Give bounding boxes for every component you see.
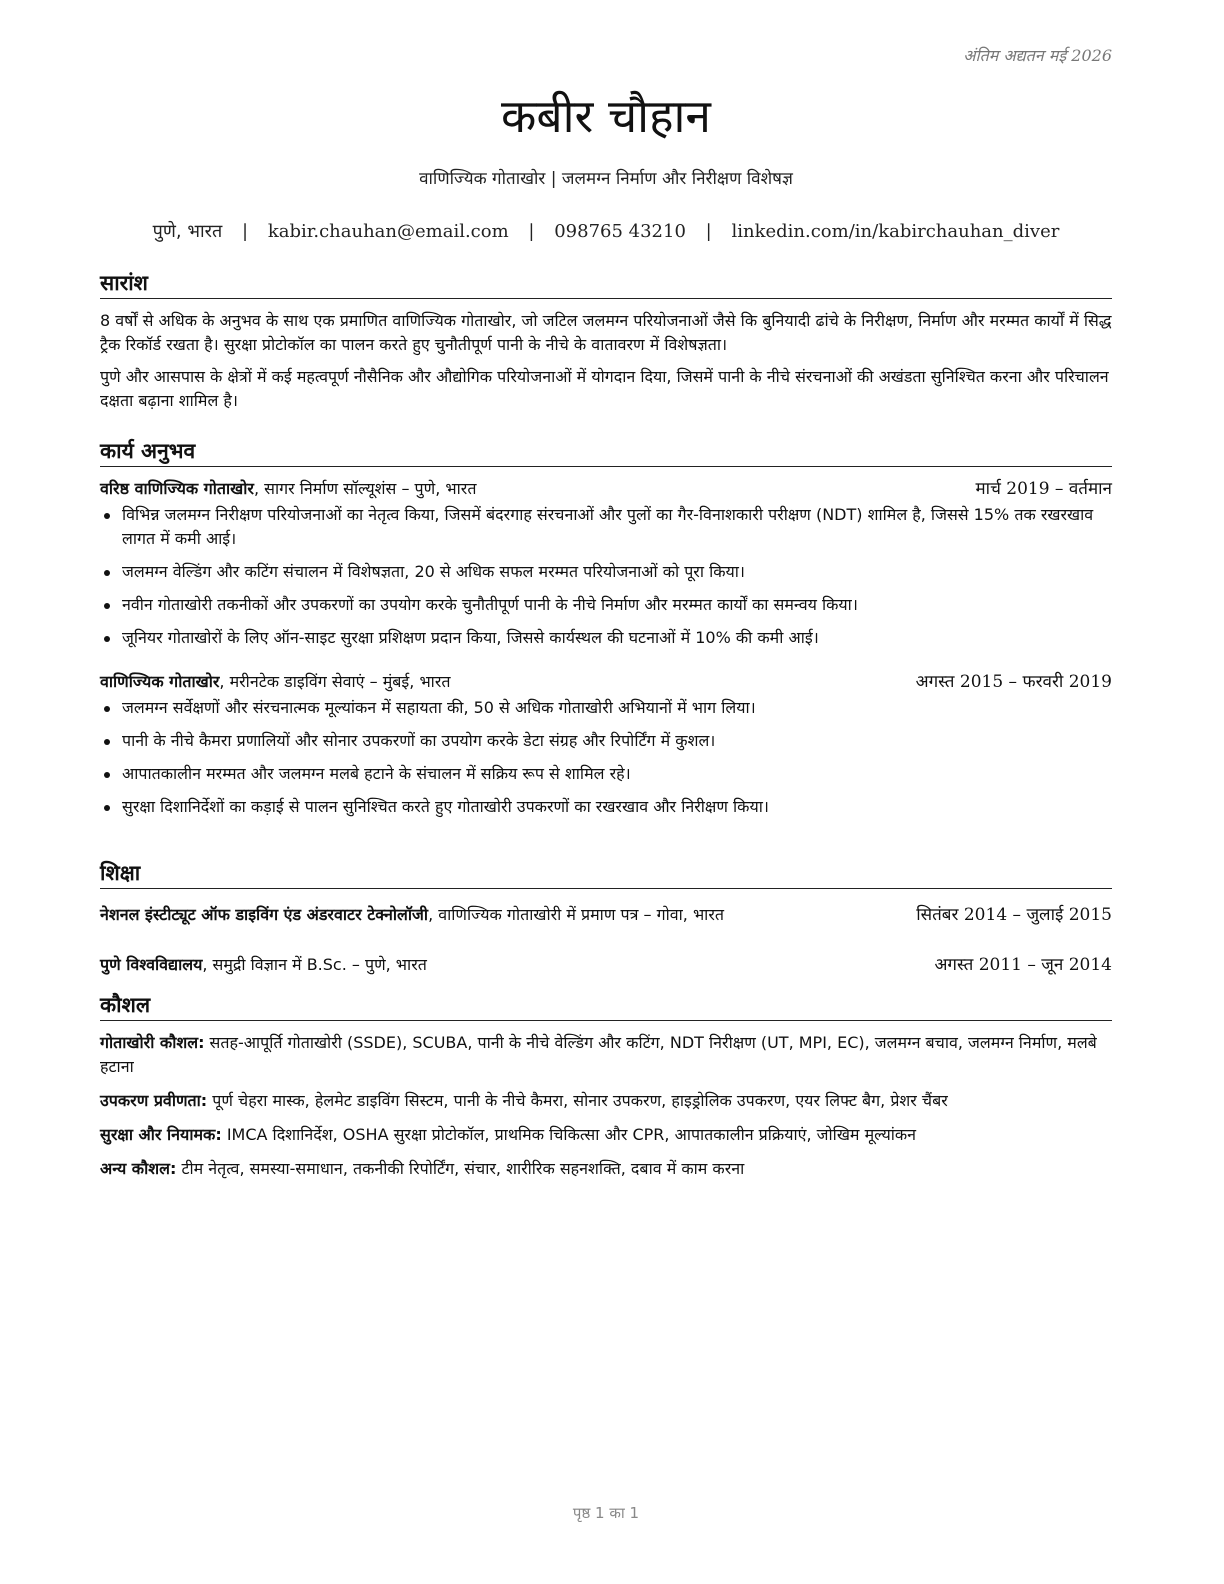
job-bullet: जलमग्न वेल्डिंग और कटिंग संचालन में विशेषज्ञता, 20 से अधिक सफल मरम्मत परियोजनाओं को पूरा किया। xyxy=(100,560,1112,584)
job-header xyxy=(100,670,1112,694)
candidate-name: कबीर चौहान xyxy=(501,89,711,143)
skill-group xyxy=(100,1157,1112,1181)
skill-group xyxy=(100,1123,1112,1147)
section-title-skills: कौशल xyxy=(100,992,1112,1021)
skill-label: सुरक्षा और नियामक: xyxy=(100,1125,222,1144)
section-title-summary: सारांश xyxy=(100,270,1112,299)
job-bullet: सुरक्षा दिशानिर्देशों का कड़ाई से पालन सुनिश्चित करते हुए गोताखोरी उपकरणों का रखरखाव और निरीक्षण किया। xyxy=(100,795,1112,819)
job-bullet: नवीन गोताखोरी तकनीकों और उपकरणों का उपयोग करके चुनौतीपूर्ण पानी के नीचे निर्माण और मरम्मत कार्यों का समन्वय किया। xyxy=(100,593,1112,617)
education-entry xyxy=(100,903,1112,927)
job-dates: मार्च 2019 – वर्तमान xyxy=(975,479,1112,499)
education-institution: पुणे विश्वविद्यालय xyxy=(100,955,203,974)
contact-separator: | xyxy=(528,221,535,242)
section-title-experience: कार्य अनुभव xyxy=(100,438,1112,467)
section-title-education: शिक्षा xyxy=(100,860,1112,889)
skill-group xyxy=(100,1089,1112,1113)
education-detail: , समुद्री विज्ञान में B.Sc. – पुणे, भारत xyxy=(202,955,427,974)
summary-paragraph: पुणे और आसपास के क्षेत्रों में कई महत्वपूर्ण नौसैनिक और औद्योगिक परियोजनाओं में योगदान दिया, जिसमें पानी के नीचे संरचनाओं की अखंडता सुनिश्चित करना और परिचालन दक्षता बढ़ाना शामिल है। xyxy=(100,367,1109,410)
contact-email[interactable]: kabir.chauhan@email.com xyxy=(267,221,509,242)
job-bullet: पानी के नीचे कैमरा प्रणालियों और सोनार उपकरणों का उपयोग करके डेटा संग्रह और रिपोर्टिंग में कुशल। xyxy=(100,729,1112,753)
skill-text: सतह-आपूर्ति गोताखोरी (SSDE), SCUBA, पानी के नीचे वेल्डिंग और कटिंग, NDT निरीक्षण (UT, MPI, EC), जलमग्न बचाव, जलमग्न निर्माण, मलबे हटाना xyxy=(100,1033,1097,1076)
contact-separator: | xyxy=(242,221,249,242)
job-dates: अगस्त 2015 – फरवरी 2019 xyxy=(915,672,1112,692)
education-institution-detail xyxy=(100,953,427,977)
contact-location: पुणे, भारत xyxy=(152,221,223,242)
contact-phone[interactable]: 098765 43210 xyxy=(554,221,686,242)
job-org: , सागर निर्माण सॉल्यूशंस – पुणे, भारत xyxy=(253,479,477,498)
job-entry xyxy=(100,670,1112,819)
job-bullets xyxy=(100,696,1112,819)
skill-label: गोताखोरी कौशल: xyxy=(100,1033,205,1052)
job-role: वाणिज्यिक गोताखोर xyxy=(100,672,220,691)
education-institution-detail xyxy=(100,903,724,927)
summary-paragraph: 8 वर्षों से अधिक के अनुभव के साथ एक प्रमाणित वाणिज्यिक गोताखोर, जो जटिल जलमग्न परियोजनाओं जैसे कि बुनियादी ढांचे के निरीक्षण, निर्माण और मरम्मत कार्यों में सिद्ध ट्रैक रिकॉर्ड रखता है। सुरक्षा प्रोटोकॉल का पालन करते हुए चुनौतीपूर्ण पानी के नीचे के वातावरण में विशेषज्ञता। xyxy=(100,311,1112,354)
last-updated: अंतिम अद्यतन मई 2026 xyxy=(963,46,1112,65)
job-bullet: जूनियर गोताखोरों के लिए ऑन-साइट सुरक्षा प्रशिक्षण प्रदान किया, जिससे कार्यस्थल की घटनाओं में 10% की कमी आई। xyxy=(100,626,1112,650)
summary-section xyxy=(100,270,1112,421)
education-institution: नेशनल इंस्टीट्यूट ऑफ डाइविंग एंड अंडरवाटर टेक्नोलॉजी xyxy=(100,905,429,924)
education-section xyxy=(100,860,1112,977)
skill-group xyxy=(100,1031,1112,1079)
education-dates: अगस्त 2011 – जून 2014 xyxy=(934,955,1112,975)
job-bullet: जलमग्न सर्वेक्षणों और संरचनात्मक मूल्यांकन में सहायता की, 50 से अधिक गोताखोरी अभियानों में भाग लिया। xyxy=(100,696,1112,720)
education-entry xyxy=(100,953,1112,977)
job-title-org xyxy=(100,477,476,501)
job-header xyxy=(100,477,1112,501)
education-dates: सितंबर 2014 – जुलाई 2015 xyxy=(916,905,1112,925)
contact-linkedin[interactable]: linkedin.com/in/kabirchauhan_diver xyxy=(731,221,1060,242)
job-role: वरिष्ठ वाणिज्यिक गोताखोर xyxy=(100,479,254,498)
job-bullet: आपातकालीन मरम्मत और जलमग्न मलबे हटाने के संचालन में सक्रिय रूप से शामिल रहे। xyxy=(100,762,1112,786)
contact-separator: | xyxy=(705,221,712,242)
resume-page xyxy=(100,0,1112,1584)
skill-label: उपकरण प्रवीणता: xyxy=(100,1091,208,1110)
skill-text: टीम नेतृत्व, समस्या-समाधान, तकनीकी रिपोर्टिंग, संचार, शारीरिक सहनशक्ति, दबाव में काम करना xyxy=(176,1159,745,1178)
skill-text: IMCA दिशानिर्देश, OSHA सुरक्षा प्रोटोकॉल, प्राथमिक चिकित्सा और CPR, आपातकालीन प्रक्रियाएं, जोखिम मूल्यांकन xyxy=(221,1125,917,1144)
job-entry xyxy=(100,477,1112,650)
job-org: , मरीनटेक डाइविंग सेवाएं – मुंबई, भारत xyxy=(219,672,451,691)
job-bullets xyxy=(100,503,1112,650)
page-number: पृष्ठ 1 का 1 xyxy=(572,1504,640,1522)
experience-section xyxy=(100,438,1112,828)
education-detail: , वाणिज्यिक गोताखोरी में प्रमाण पत्र – गोवा, भारत xyxy=(428,905,724,924)
skills-section xyxy=(100,992,1112,1191)
skill-label: अन्य कौशल: xyxy=(100,1159,177,1178)
job-bullet: विभिन्न जलमग्न निरीक्षण परियोजनाओं का नेतृत्व किया, जिसमें बंदरगाह संरचनाओं और पुलों का गैर-विनाशकारी परीक्षण (NDT) शामिल है, जिससे 15% तक रखरखाव लागत में कमी आई। xyxy=(100,503,1112,551)
job-title-org xyxy=(100,670,451,694)
contact-line xyxy=(100,219,1112,243)
tagline: वाणिज्यिक गोताखोर | जलमग्न निर्माण और निरीक्षण विशेषज्ञ xyxy=(419,169,793,189)
skill-text: पूर्ण चेहरा मास्क, हेलमेट डाइविंग सिस्टम, पानी के नीचे कैमरा, सोनार उपकरण, हाइड्रोलिक उपकरण, एयर लिफ्ट बैग, प्रेशर चैंबर xyxy=(207,1091,948,1110)
